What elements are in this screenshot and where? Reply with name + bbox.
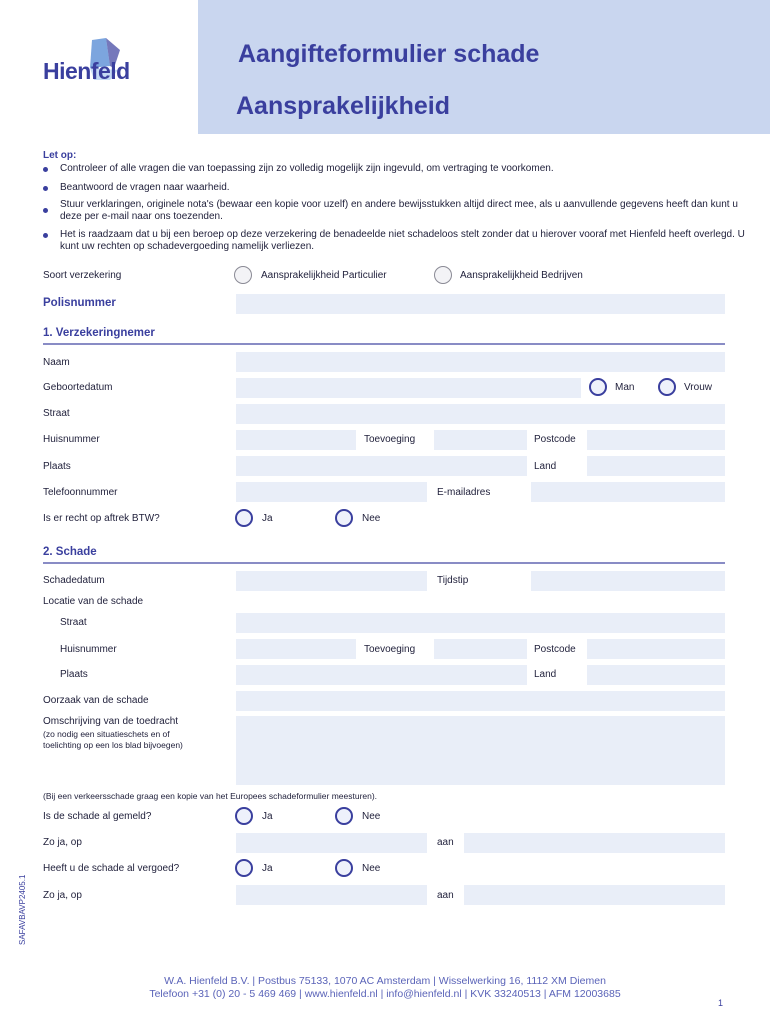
- aan-label: aan: [437, 837, 454, 848]
- vergoed-ja-label: Ja: [262, 863, 273, 874]
- huisnummer-field[interactable]: [236, 430, 356, 450]
- zoja-op-label: Zo ja, op: [43, 837, 82, 848]
- option-bedrijven-label: Aansprakelijkheid Bedrijven: [460, 270, 583, 281]
- vergoed-aan-field[interactable]: [464, 885, 725, 905]
- locatie-plaats-field[interactable]: [236, 665, 527, 685]
- toevoeging-field[interactable]: [434, 430, 527, 450]
- btw-label: Is er recht op aftrek BTW?: [43, 513, 160, 524]
- email-field[interactable]: [531, 482, 725, 502]
- gemeld-label: Is de schade al gemeld?: [43, 811, 152, 822]
- verkeersschade-note: (Bij een verkeersschade graag een kopie van het Europees schadeformulier meesturen).: [43, 791, 378, 801]
- gemeld-datum-field[interactable]: [236, 833, 427, 853]
- gemeld-ja-label: Ja: [262, 811, 273, 822]
- radio-btw-nee[interactable]: [335, 509, 353, 527]
- locatie-plaats-label: Plaats: [60, 669, 88, 680]
- radio-vrouw[interactable]: [658, 378, 676, 396]
- locatie-toevoeging-field[interactable]: [434, 639, 527, 659]
- omschrijving-field[interactable]: [236, 716, 725, 785]
- locatie-land-label: Land: [534, 669, 557, 680]
- vergoed-nee-label: Nee: [362, 863, 381, 874]
- oorzaak-label: Oorzaak van de schade: [43, 695, 149, 706]
- section-schade: 2. Schade: [43, 546, 97, 558]
- page-subtitle: Aansprakelijkheid: [236, 92, 450, 120]
- locatie-huisnummer-label: Huisnummer: [60, 644, 117, 655]
- locatie-toevoeging-label: Toevoeging: [364, 644, 416, 655]
- tijdstip-field[interactable]: [531, 571, 725, 591]
- locatie-land-field[interactable]: [587, 665, 725, 685]
- logo-wordmark: Hienfeld: [43, 58, 130, 84]
- locatie-huisnummer-field[interactable]: [236, 639, 356, 659]
- man-label: Man: [615, 382, 635, 393]
- tijdstip-label: Tijdstip: [437, 575, 469, 586]
- radio-man[interactable]: [589, 378, 607, 396]
- geboortedatum-field[interactable]: [236, 378, 581, 398]
- locatie-postcode-label: Postcode: [534, 644, 576, 655]
- oorzaak-field[interactable]: [236, 691, 725, 711]
- plaats-field[interactable]: [236, 456, 527, 476]
- option-particulier-label: Aansprakelijkheid Particulier: [261, 270, 387, 281]
- toevoeging-label: Toevoeging: [364, 434, 416, 445]
- land-label: Land: [534, 461, 557, 472]
- radio-vergoed-nee[interactable]: [335, 859, 353, 877]
- polisnummer-label: Polisnummer: [43, 297, 116, 309]
- radio-gemeld-nee[interactable]: [335, 807, 353, 825]
- notice-heading: Let op:: [43, 150, 77, 161]
- form-code: SAFAVBAVP2405.1: [18, 874, 27, 945]
- page-title: Aangifteformulier schade: [238, 40, 540, 68]
- polisnummer-field[interactable]: [236, 294, 725, 314]
- telefoon-field[interactable]: [236, 482, 427, 502]
- straat-label: Straat: [43, 408, 70, 419]
- vrouw-label: Vrouw: [684, 382, 712, 393]
- page-number: 1: [718, 998, 724, 1008]
- section-divider: [43, 343, 725, 345]
- radio-btw-ja[interactable]: [235, 509, 253, 527]
- telefoon-label: Telefoonnummer: [43, 487, 118, 498]
- plaats-label: Plaats: [43, 461, 71, 472]
- btw-nee-label: Nee: [362, 513, 381, 524]
- vergoed-datum-field[interactable]: [236, 885, 427, 905]
- schadedatum-field[interactable]: [236, 571, 427, 591]
- postcode-label: Postcode: [534, 434, 576, 445]
- soort-label: Soort verzekering: [43, 270, 122, 281]
- omschrijving-hint: toelichting op een los blad bijvoegen): [43, 740, 183, 750]
- locatie-straat-field[interactable]: [236, 613, 725, 633]
- huisnummer-label: Huisnummer: [43, 434, 100, 445]
- omschrijving-hint: (zo nodig een situatieschets en of: [43, 729, 170, 739]
- locatie-straat-label: Straat: [60, 617, 87, 628]
- btw-ja-label: Ja: [262, 513, 273, 524]
- footer-address: W.A. Hienfeld B.V. | Postbus 75133, 1070 AC Amsterdam | Wisselwerking 16, 1112 XM Diemen: [164, 975, 606, 987]
- zoja-op-label: Zo ja, op: [43, 890, 82, 901]
- postcode-field[interactable]: [587, 430, 725, 450]
- section-divider: [43, 562, 725, 564]
- schadedatum-label: Schadedatum: [43, 575, 105, 586]
- section-verzekeringnemer: 1. Verzekeringnemer: [43, 327, 155, 339]
- gemeld-aan-field[interactable]: [464, 833, 725, 853]
- radio-particulier[interactable]: [234, 266, 252, 284]
- radio-bedrijven[interactable]: [434, 266, 452, 284]
- naam-field[interactable]: [236, 352, 725, 372]
- aan-label: aan: [437, 890, 454, 901]
- radio-vergoed-ja[interactable]: [235, 859, 253, 877]
- vergoed-label: Heeft u de schade al vergoed?: [43, 863, 180, 874]
- geboortedatum-label: Geboortedatum: [43, 382, 113, 393]
- omschrijving-label: Omschrijving van de toedracht: [43, 716, 179, 727]
- land-field[interactable]: [587, 456, 725, 476]
- straat-field[interactable]: [236, 404, 725, 424]
- email-label: E-mailadres: [437, 487, 491, 498]
- locatie-postcode-field[interactable]: [587, 639, 725, 659]
- gemeld-nee-label: Nee: [362, 811, 381, 822]
- locatie-label: Locatie van de schade: [43, 596, 144, 607]
- radio-gemeld-ja[interactable]: [235, 807, 253, 825]
- naam-label: Naam: [43, 357, 70, 368]
- footer-contact: Telefoon +31 (0) 20 - 5 469 469 | www.hienfeld.nl | info@hienfeld.nl | KVK 33240513 | AFM 12003685: [149, 988, 621, 1000]
